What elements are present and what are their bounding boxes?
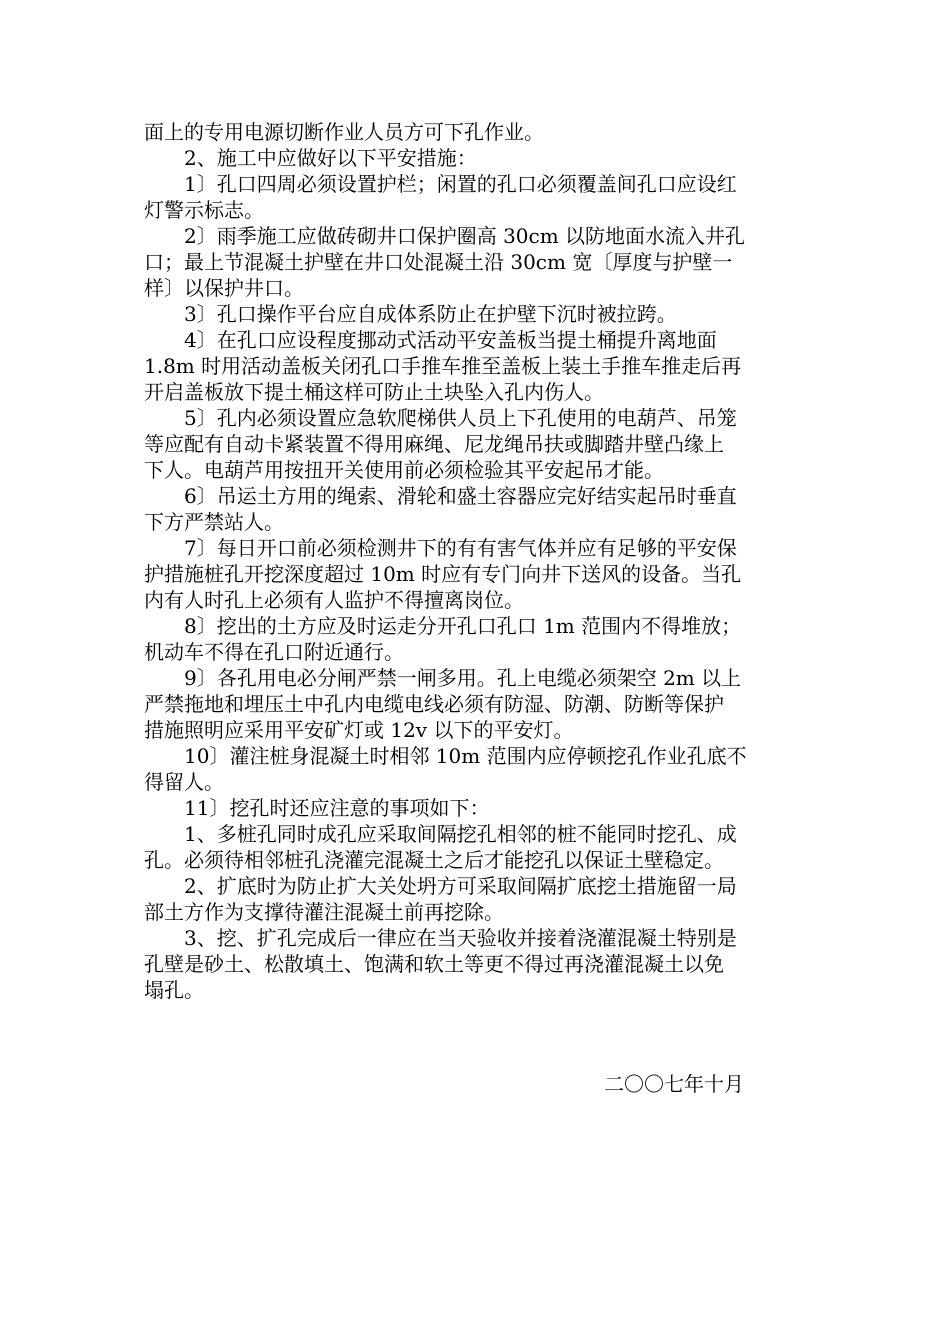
text-line: 下人。电葫芦用按扭开关使用前必须检验其平安起吊才能。 <box>144 458 664 482</box>
text-line: 部土方作为支撑待灌注混凝土前再挖除。 <box>144 900 504 924</box>
text-line: 得留人。 <box>144 770 224 794</box>
text-line: 7〕每日开口前必须检测井下的有有害气体并应有足够的平安保 <box>144 536 737 560</box>
text-line: 1〕孔口四周必须设置护栏；闲置的孔口必须覆盖间孔口应设红 <box>144 172 737 196</box>
text-line: 开启盖板放下提土桶这样可防止土块坠入孔内伤人。 <box>144 380 604 404</box>
text-line: 6〕吊运土方用的绳索、滑轮和盛土容器应完好结实起吊时垂直 <box>144 484 737 508</box>
text-line: 2、施工中应做好以下平安措施： <box>144 146 477 170</box>
text-line: 下方严禁站人。 <box>144 510 284 534</box>
document-date: 二〇〇七年十月 <box>604 1072 744 1096</box>
text-line: 2〕雨季施工应做砖砌井口保护圈高 30cm 以防地面水流入井孔 <box>144 224 746 248</box>
text-line: 1.8m 时用活动盖板关闭孔口手推车推至盖板上装土手推车推走后再 <box>144 354 742 378</box>
text-line: 11〕挖孔时还应注意的事项如下： <box>144 796 490 820</box>
text-line: 塌孔。 <box>144 978 204 1002</box>
text-line: 严禁拖地和埋压土中孔内电缆电线必须有防湿、防潮、防断等保护 <box>144 692 724 716</box>
text-line: 灯警示标志。 <box>144 198 264 222</box>
text-line: 内有人时孔上必须有人监护不得擅离岗位。 <box>144 588 524 612</box>
text-line: 样〕以保护井口。 <box>144 276 304 300</box>
text-line: 8〕挖出的土方应及时运走分开孔口孔口 1m 范围内不得堆放； <box>144 614 742 638</box>
text-line: 机动车不得在孔口附近通行。 <box>144 640 404 664</box>
text-line: 2、扩底时为防止扩大关处坍方可采取间隔扩底挖土措施留一局 <box>144 874 737 898</box>
text-line: 面上的专用电源切断作业人员方可下孔作业。 <box>144 120 544 144</box>
text-line: 4〕在孔口应设程度挪动式活动平安盖板当提土桶提升离地面 <box>144 328 717 352</box>
text-line: 9〕各孔用电必分闸严禁一闸多用。孔上电缆必须架空 2m 以上 <box>144 666 742 690</box>
text-line: 3〕孔口操作平台应自成体系防止在护壁下沉时被拉跨。 <box>144 302 677 326</box>
text-line: 护措施桩孔开挖深度超过 10m 时应有专门向井下送风的设备。当孔 <box>144 562 742 586</box>
text-line: 孔壁是砂土、松散填土、饱满和软土等更不得过再浇灌混凝土以免 <box>144 952 724 976</box>
text-line: 10〕灌注桩身混凝土时相邻 10m 范围内应停顿挖孔作业孔底不 <box>144 744 747 768</box>
body-text <box>144 119 808 1003</box>
text-line: 5〕孔内必须设置应急软爬梯供人员上下孔使用的电葫芦、吊笼 <box>144 406 737 430</box>
text-line: 1、多桩孔同时成孔应采取间隔挖孔相邻的桩不能同时挖孔、成 <box>144 822 737 846</box>
text-line: 口；最上节混凝土护壁在井口处混凝土沿 30cm 宽〔厚度与护壁一 <box>144 250 733 274</box>
text-line: 孔。必须待相邻桩孔浇灌完混凝土之后才能挖孔以保证土壁稳定。 <box>144 848 724 872</box>
text-line: 措施照明应采用平安矿灯或 12v 以下的平安灯。 <box>144 718 574 742</box>
text-line: 3、挖、扩孔完成后一律应在当天验收并接着浇灌混凝土特别是 <box>144 926 737 950</box>
text-line: 等应配有自动卡紧装置不得用麻绳、尼龙绳吊扶或脚踏井壁凸缘上 <box>144 432 724 456</box>
